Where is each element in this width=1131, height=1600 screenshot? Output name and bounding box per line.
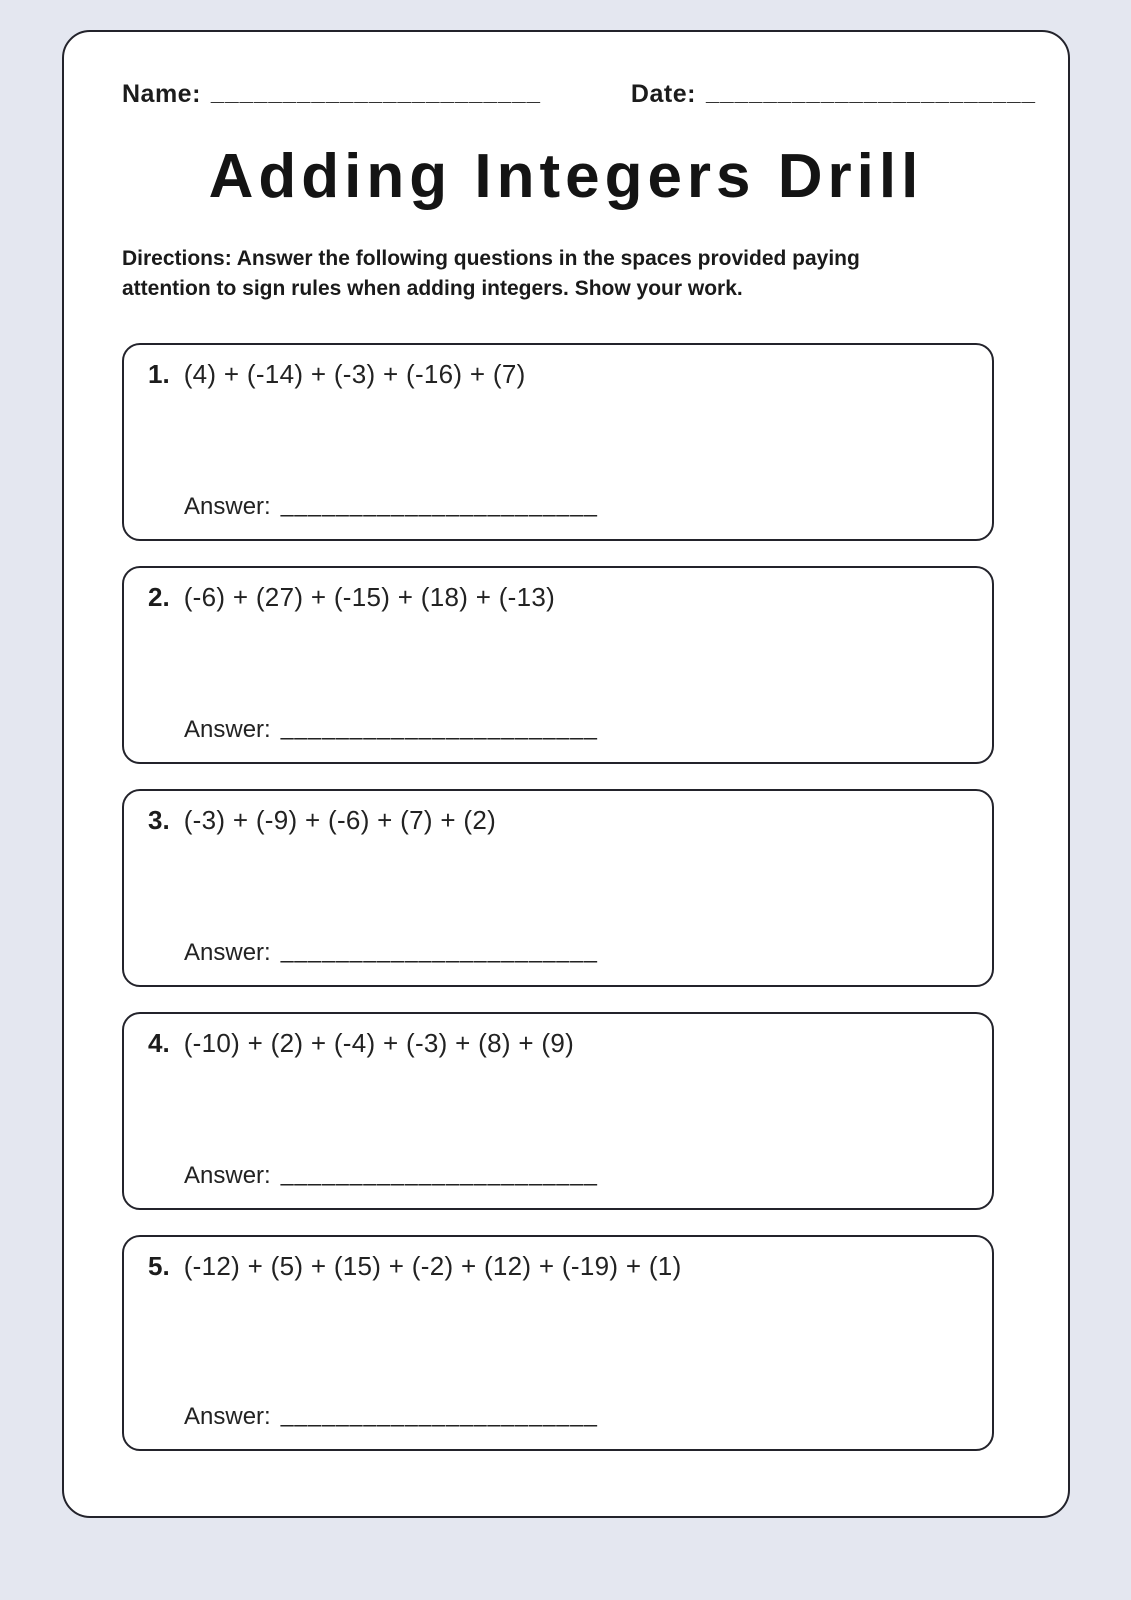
answer-row <box>184 1400 968 1431</box>
name-field <box>122 80 541 109</box>
answer-blank-line: _______________________ <box>280 936 598 963</box>
answer-label: Answer: <box>184 938 271 966</box>
question-expression: (-10) + (2) + (-4) + (-3) + (8) + (9) <box>183 1027 575 1058</box>
name-label: Name: <box>122 80 201 108</box>
answer-label: Answer: <box>184 1402 271 1430</box>
question-box-5 <box>122 1235 994 1451</box>
question-box-1 <box>122 343 994 541</box>
answer-row <box>184 490 968 521</box>
question-row <box>148 359 968 390</box>
answer-row <box>184 713 968 744</box>
question-number: 2. <box>148 581 170 612</box>
question-expression: (-3) + (-9) + (-6) + (7) + (2) <box>183 804 497 835</box>
question-number: 1. <box>148 358 170 389</box>
answer-label: Answer: <box>184 492 271 520</box>
answer-label: Answer: <box>184 715 271 743</box>
name-blank-line: _______________________ <box>210 79 541 106</box>
answer-row <box>184 1159 968 1190</box>
date-field <box>631 80 1036 109</box>
question-number: 5. <box>148 1250 170 1281</box>
page-title: Adding Integers Drill <box>208 142 924 211</box>
question-row <box>148 805 968 836</box>
question-expression: (-12) + (5) + (15) + (-2) + (12) + (-19) + (1) <box>183 1250 682 1281</box>
answer-blank-line: _______________________ <box>280 490 598 517</box>
question-number: 4. <box>148 1027 170 1058</box>
date-label: Date: <box>630 80 696 108</box>
questions-list <box>122 343 1010 1451</box>
question-box-2 <box>122 566 994 764</box>
answer-blank-line: _______________________ <box>280 1159 598 1186</box>
name-date-row <box>122 79 1036 109</box>
question-row <box>148 1251 968 1282</box>
directions-text: Directions: Answer the following questions in the spaces provided paying attention to sign rules when adding integers. Show your work. <box>122 247 860 301</box>
answer-row <box>184 936 968 967</box>
worksheet-card <box>62 30 1070 1518</box>
question-row <box>148 582 968 613</box>
question-expression: (4) + (-14) + (-3) + (-16) + (7) <box>183 358 526 389</box>
question-row <box>148 1028 968 1059</box>
date-blank-line: _______________________ <box>705 79 1036 106</box>
question-box-4 <box>122 1012 994 1210</box>
answer-label: Answer: <box>184 1161 271 1189</box>
answer-blank-line: _______________________ <box>280 1400 598 1427</box>
question-expression: (-6) + (27) + (-15) + (18) + (-13) <box>183 581 556 612</box>
question-number: 3. <box>148 804 170 835</box>
question-box-3 <box>122 789 994 987</box>
answer-blank-line: _______________________ <box>280 713 598 740</box>
